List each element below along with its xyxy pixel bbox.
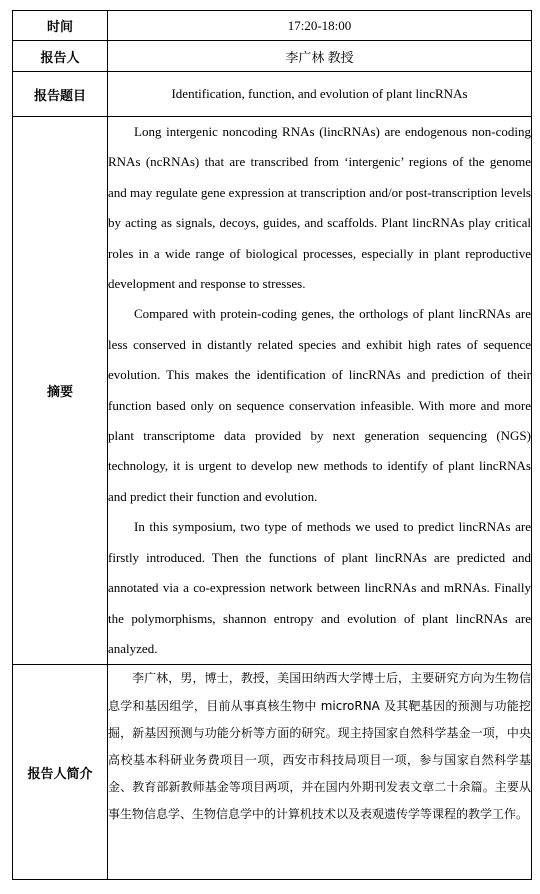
abstract-label: 摘要 xyxy=(13,117,108,665)
bio-label: 报告人简介 xyxy=(13,665,108,880)
bio-content xyxy=(108,665,532,880)
speaker-value: 李广林 教授 xyxy=(108,41,532,72)
speaker-label: 报告人 xyxy=(13,41,108,72)
time-value: 17:20-18:00 xyxy=(108,11,532,41)
title-label: 报告题目 xyxy=(13,72,108,117)
title-value: Identification, function, and evolution of plant lincRNAs xyxy=(108,72,532,117)
seminar-info-table xyxy=(12,10,532,880)
row-speaker xyxy=(13,41,532,72)
abstract-paragraph-3: In this symposium, two type of methods we used to predict lincRNAs are firstly introduced. Then the functions of plant lincRNAs are predicted and annotated via a co-expression network between lincRNAs and mRNAs. Finally the polymorphisms, shannon entropy and evolution of plant lincRNAs are analyzed. xyxy=(108,519,531,656)
bio-paragraph: 李广林，男，博士，教授，美国田纳西大学博士后，主要研究方向为生物信息学和基因组学，目前从事真核生物中 microRNA 及其靶基因的预测与功能挖掘，新基因预测与功能分析等方面的研究。现主持国家自然科学基金一项，中央高校基本科研业务费项目一项，西安市科技局项目一项，参与国家自然科学基金、教育部新教师基金等项目两项，并在国内外期刊发表文章二十余篇。主要从事生物信息学、生物信息学中的计算机技术以及表观遗传学等课程的教学工作。 xyxy=(108,671,531,822)
time-label: 时间 xyxy=(13,11,108,41)
abstract-content xyxy=(108,117,532,665)
row-title xyxy=(13,72,532,117)
abstract-paragraph-2: Compared with protein-coding genes, the orthologs of plant lincRNAs are less conserved in distantly related species and exhibit high rates of sequence evolution. This makes the identification of lincRNAs and prediction of their function based only on sequence conservation infeasible. With more and more plant transcriptome data provided by next generation sequencing (NGS) technology, it is urgent to develop new methods to identify of plant lincRNAs and predict their function and evolution. xyxy=(108,306,531,504)
row-time xyxy=(13,11,532,41)
row-abstract xyxy=(13,117,532,665)
row-bio xyxy=(13,665,532,880)
abstract-paragraph-1: Long intergenic noncoding RNAs (lincRNAs) are endogenous non-coding RNAs (ncRNAs) that are transcribed from ‘intergenic’ regions of the genome and may regulate gene expression at transcription and/or post-transcription levels by acting as signals, decoys, guides, and scaffolds. Plant lincRNAs play critical roles in a wide range of biological processes, especially in plant reproductive development and response to stresses. xyxy=(108,124,531,292)
